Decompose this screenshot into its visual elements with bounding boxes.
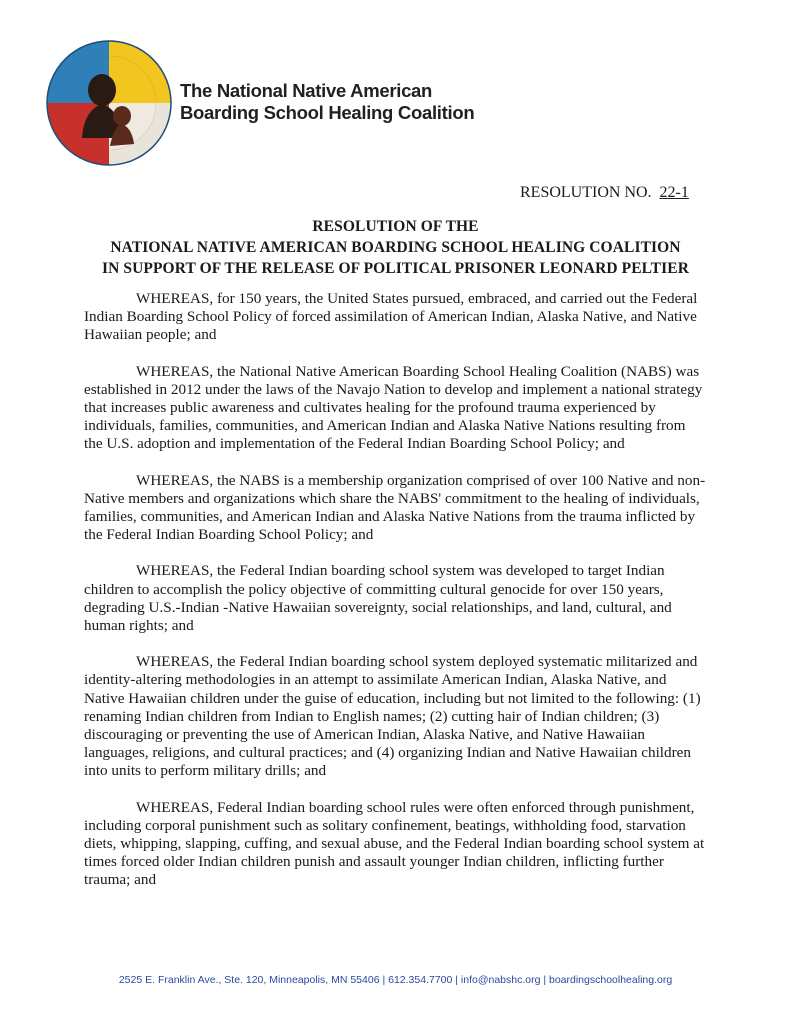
- whereas-paragraph-2: WHEREAS, the National Native American Boarding School Healing Coalition (NABS) was established in 2012 under the laws of the Navajo Nation to develop and implement a national strategy that increases public awareness and cultivates healing for the profound trauma experienced by individuals, families, communities, and American Indian and Alaska Native Nations resulting from the U.S. adoption and implementation of the Federal Indian Boarding School Policy; and: [84, 362, 703, 453]
- resolution-number-label: RESOLUTION NO.: [520, 184, 652, 201]
- resolution-title-line-1: RESOLUTION OF THE: [312, 218, 479, 235]
- organization-name: [180, 80, 474, 124]
- resolution-title-line-2: NATIONAL NATIVE AMERICAN BOARDING SCHOOL HEALING COALITION: [110, 239, 681, 256]
- footer-contact: 2525 E. Franklin Ave., Ste. 120, Minneapolis, MN 55406 | 612.354.7700 | info@nabshc.org | boardingschoolhealing.org: [118, 974, 673, 986]
- whereas-paragraph-3: WHEREAS, the NABS is a membership organization comprised of over 100 Native and non-Native members and organizations which share the NABS' commitment to the healing of individuals, families, communities, and American Indian and Alaska Native Nations from the trauma inflicted by the Federal Indian Boarding School Policy; and: [84, 471, 706, 544]
- whereas-paragraph-5: WHEREAS, the Federal Indian boarding school system deployed systematic militarized and identity-altering methodologies in an attempt to assimilate American Indian, Alaska Native, and Native Hawaiian children under the guise of education, including but not limited to the following: (1) renaming Indian children from Indian to English names; (2) cutting hair of Indian children; (3) discouraging or preventing the use of American Indian, Alaska Native, and Native Hawaiian languages, religions, and cultural practices; and (4) organizing Indian and Native Hawaiian children into units to perform military drills; and: [84, 653, 701, 780]
- organization-name-line-2: Boarding School Healing Coalition: [180, 102, 475, 123]
- resolution-number: [520, 184, 691, 202]
- organization-name-line-1: The National Native American: [180, 80, 433, 101]
- whereas-paragraph-1: WHEREAS, for 150 years, the United States pursued, embraced, and carried out the Federal Indian Boarding School Policy of forced assimilation of American Indian, Alaska Native, and Native Hawaiian people; and: [84, 290, 698, 344]
- whereas-paragraph-6: WHEREAS, Federal Indian boarding school rules were often enforced through punishment, including corporal punishment such as solitary confinement, beatings, withholding food, starvation diets, whipping, slapping, cuffing, and sexual abuse, and the Federal Indian boarding school system at times forced older Indian children punish and assault younger Indian children, inflicting further trauma; and: [84, 798, 705, 889]
- resolution-number-value: 22-1: [659, 184, 689, 201]
- resolution-body: [84, 290, 706, 908]
- resolution-title-line-3: IN SUPPORT OF THE RELEASE OF POLITICAL PRISONER LEONARD PELTIER: [102, 260, 689, 277]
- whereas-paragraph-4: WHEREAS, the Federal Indian boarding school system was developed to target Indian children to accomplish the policy objective of committing cultural genocide for over 150 years, degrading U.S.-Indian -Native Hawaiian sovereignty, social relationships, and land, cultural, and human rights; and: [84, 562, 672, 635]
- resolution-title: [80, 216, 711, 279]
- coalition-logo-icon: [44, 38, 174, 168]
